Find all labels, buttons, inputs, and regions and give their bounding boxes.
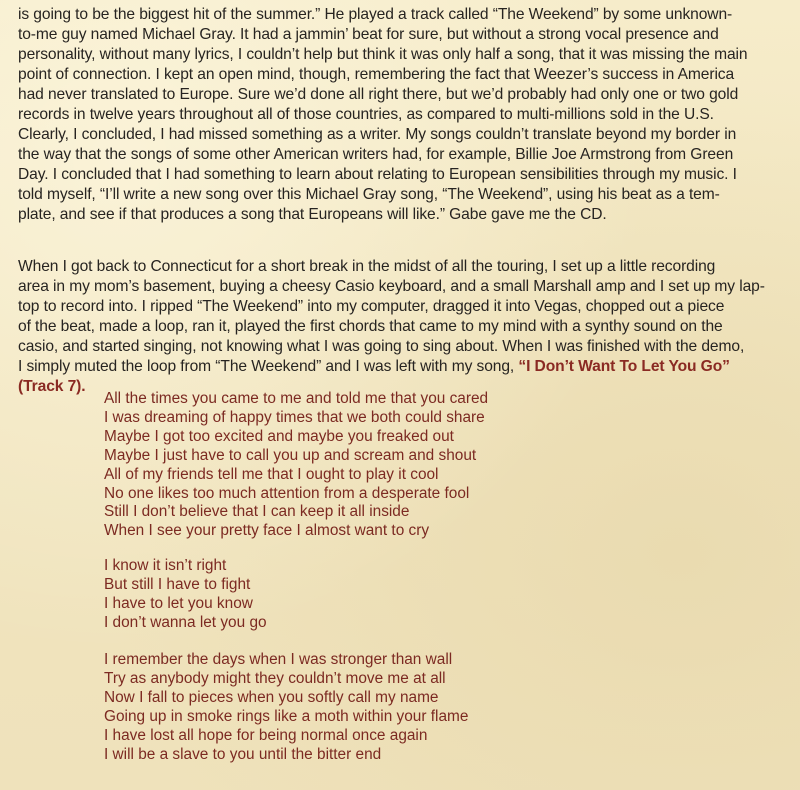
- lyric-line: But still I have to fight: [104, 575, 251, 593]
- track-number: (Track 7).: [18, 378, 86, 395]
- lyric-line: I will be a slave to you until the bitter end: [104, 745, 382, 763]
- lyric-line: Still I don’t believe that I can keep it all inside: [104, 503, 410, 521]
- lyric-line: Maybe I got too excited and maybe you freaked out: [104, 427, 454, 445]
- lyric-line: I have to let you know: [104, 594, 253, 612]
- lyric-line: I was dreaming of happy times that we both could share: [104, 408, 485, 426]
- track-title: “I Don’t Want To Let You Go”: [518, 358, 730, 375]
- text-line: Clearly, I concluded, I had missed something as a writer. My songs couldn’t translate beyond my border in: [18, 126, 737, 143]
- text-line: the way that the songs of some other American writers had, for example, Billie Joe Armstrong from Green: [18, 146, 734, 163]
- lyric-line: I don’t wanna let you go: [104, 613, 267, 631]
- lyric-line: I remember the days when I was stronger than wall: [104, 651, 453, 668]
- lyric-line: All the times you came to me and told me that you cared: [104, 390, 489, 407]
- text-line: Day. I concluded that I had something to learn about relating to European sensibilities through my music. I: [18, 166, 737, 183]
- text-line: told myself, “I’ll write a new song over this Michael Gray song, “The Weekend”, using his beat as a tem-: [18, 186, 720, 203]
- lyric-line: I have lost all hope for being normal once again: [104, 726, 428, 744]
- lyric-line: No one likes too much attention from a desperate fool: [104, 484, 470, 502]
- paragraph-1: [18, 5, 790, 225]
- paragraph-2: [18, 257, 790, 397]
- text-line: personality, without many lyrics, I couldn’t help but think it was only half a song, that it was missing the main: [18, 46, 748, 63]
- lyric-line: Going up in smoke rings like a moth within your flame: [104, 707, 469, 725]
- text-line: is going to be the biggest hit of the summer.” He played a track called “The Weekend” by some unknown-: [18, 6, 733, 23]
- text-line: area in my mom’s basement, buying a cheesy Casio keyboard, and a small Marshall amp and I set up my lap-: [18, 278, 765, 295]
- text-line: I simply muted the loop from “The Weekend” and I was left with my song,: [18, 358, 519, 375]
- text-line: When I got back to Connecticut for a short break in the midst of all the touring, I set up a little recording: [18, 258, 716, 275]
- text-line: plate, and see if that produces a song that Europeans will like.” Gabe gave me the CD.: [18, 206, 607, 223]
- text-line: casio, and started singing, not knowing what I was going to sing about. When I was finished with the demo,: [18, 338, 745, 355]
- lyric-line: Now I fall to pieces when you softly call my name: [104, 688, 439, 706]
- lyric-line: All of my friends tell me that I ought to play it cool: [104, 465, 439, 483]
- text-line: of the beat, made a loop, ran it, played the first chords that came to my mind with a synthy sound on the: [18, 318, 723, 335]
- lyrics-verse-2: [104, 651, 704, 764]
- lyrics-verse-1: [104, 390, 704, 541]
- text-line: records in twelve years throughout all of those countries, as compared to multi-millions sold in the U.S.: [18, 106, 714, 123]
- lyric-line: Try as anybody might they couldn’t move me at all: [104, 669, 446, 687]
- text-line-with-title: [18, 357, 790, 377]
- text-line: to-me guy named Michael Gray. It had a jammin’ beat for sure, but without a strong vocal presence and: [18, 26, 719, 43]
- text-line: top to record into. I ripped “The Weekend” into my computer, dragged it into Vegas, chopped out a piece: [18, 298, 725, 315]
- text-line: had never translated to Europe. Sure we’d done all right there, but we’d probably had only one or two gold: [18, 86, 739, 103]
- lyric-line: I know it isn’t right: [104, 557, 227, 574]
- lyrics-chorus: [104, 557, 704, 633]
- lyric-line: Maybe I just have to call you up and scream and shout: [104, 446, 477, 464]
- lyric-line: When I see your pretty face I almost want to cry: [104, 522, 430, 540]
- text-line: point of connection. I kept an open mind, though, remembering the fact that Weezer’s success in America: [18, 66, 735, 83]
